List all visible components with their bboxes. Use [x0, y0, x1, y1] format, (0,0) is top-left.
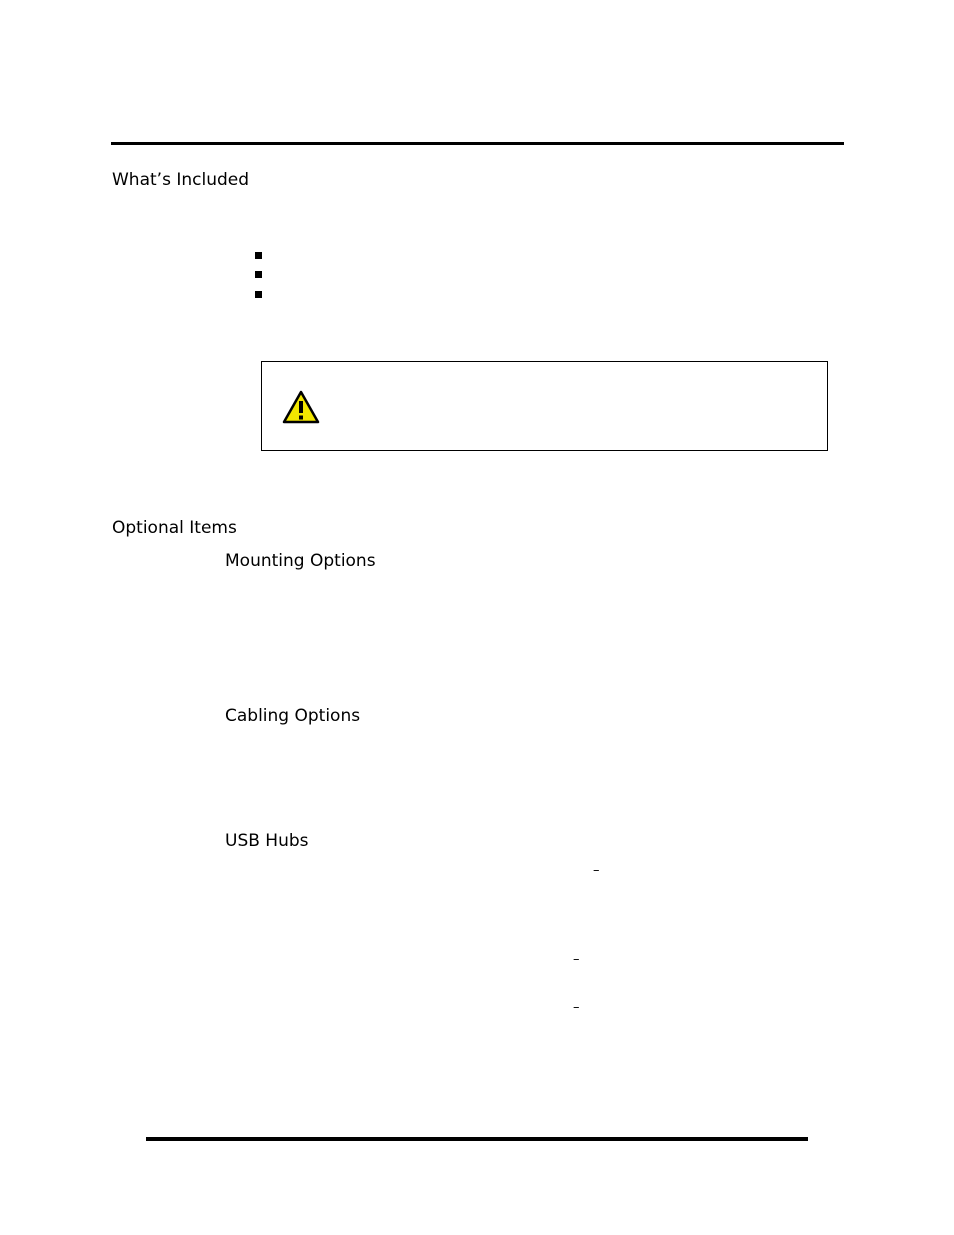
warning-callout [261, 361, 828, 451]
warning-triangle-icon [282, 390, 320, 424]
section-heading-optional-items: Optional Items [112, 518, 237, 538]
footer-rule [146, 1137, 808, 1141]
list-bullet [255, 252, 262, 259]
dash-mark: – [573, 952, 580, 967]
header-rule [111, 142, 844, 145]
list-bullet [255, 271, 262, 278]
dash-mark: – [593, 863, 600, 878]
subheading-mounting-options: Mounting Options [225, 551, 376, 571]
list-bullet [255, 291, 262, 298]
dash-mark: – [573, 1000, 580, 1015]
subheading-cabling-options: Cabling Options [225, 706, 361, 726]
subheading-usb-hubs: USB Hubs [225, 831, 309, 851]
section-heading-whats-included: What’s Included [112, 170, 250, 190]
